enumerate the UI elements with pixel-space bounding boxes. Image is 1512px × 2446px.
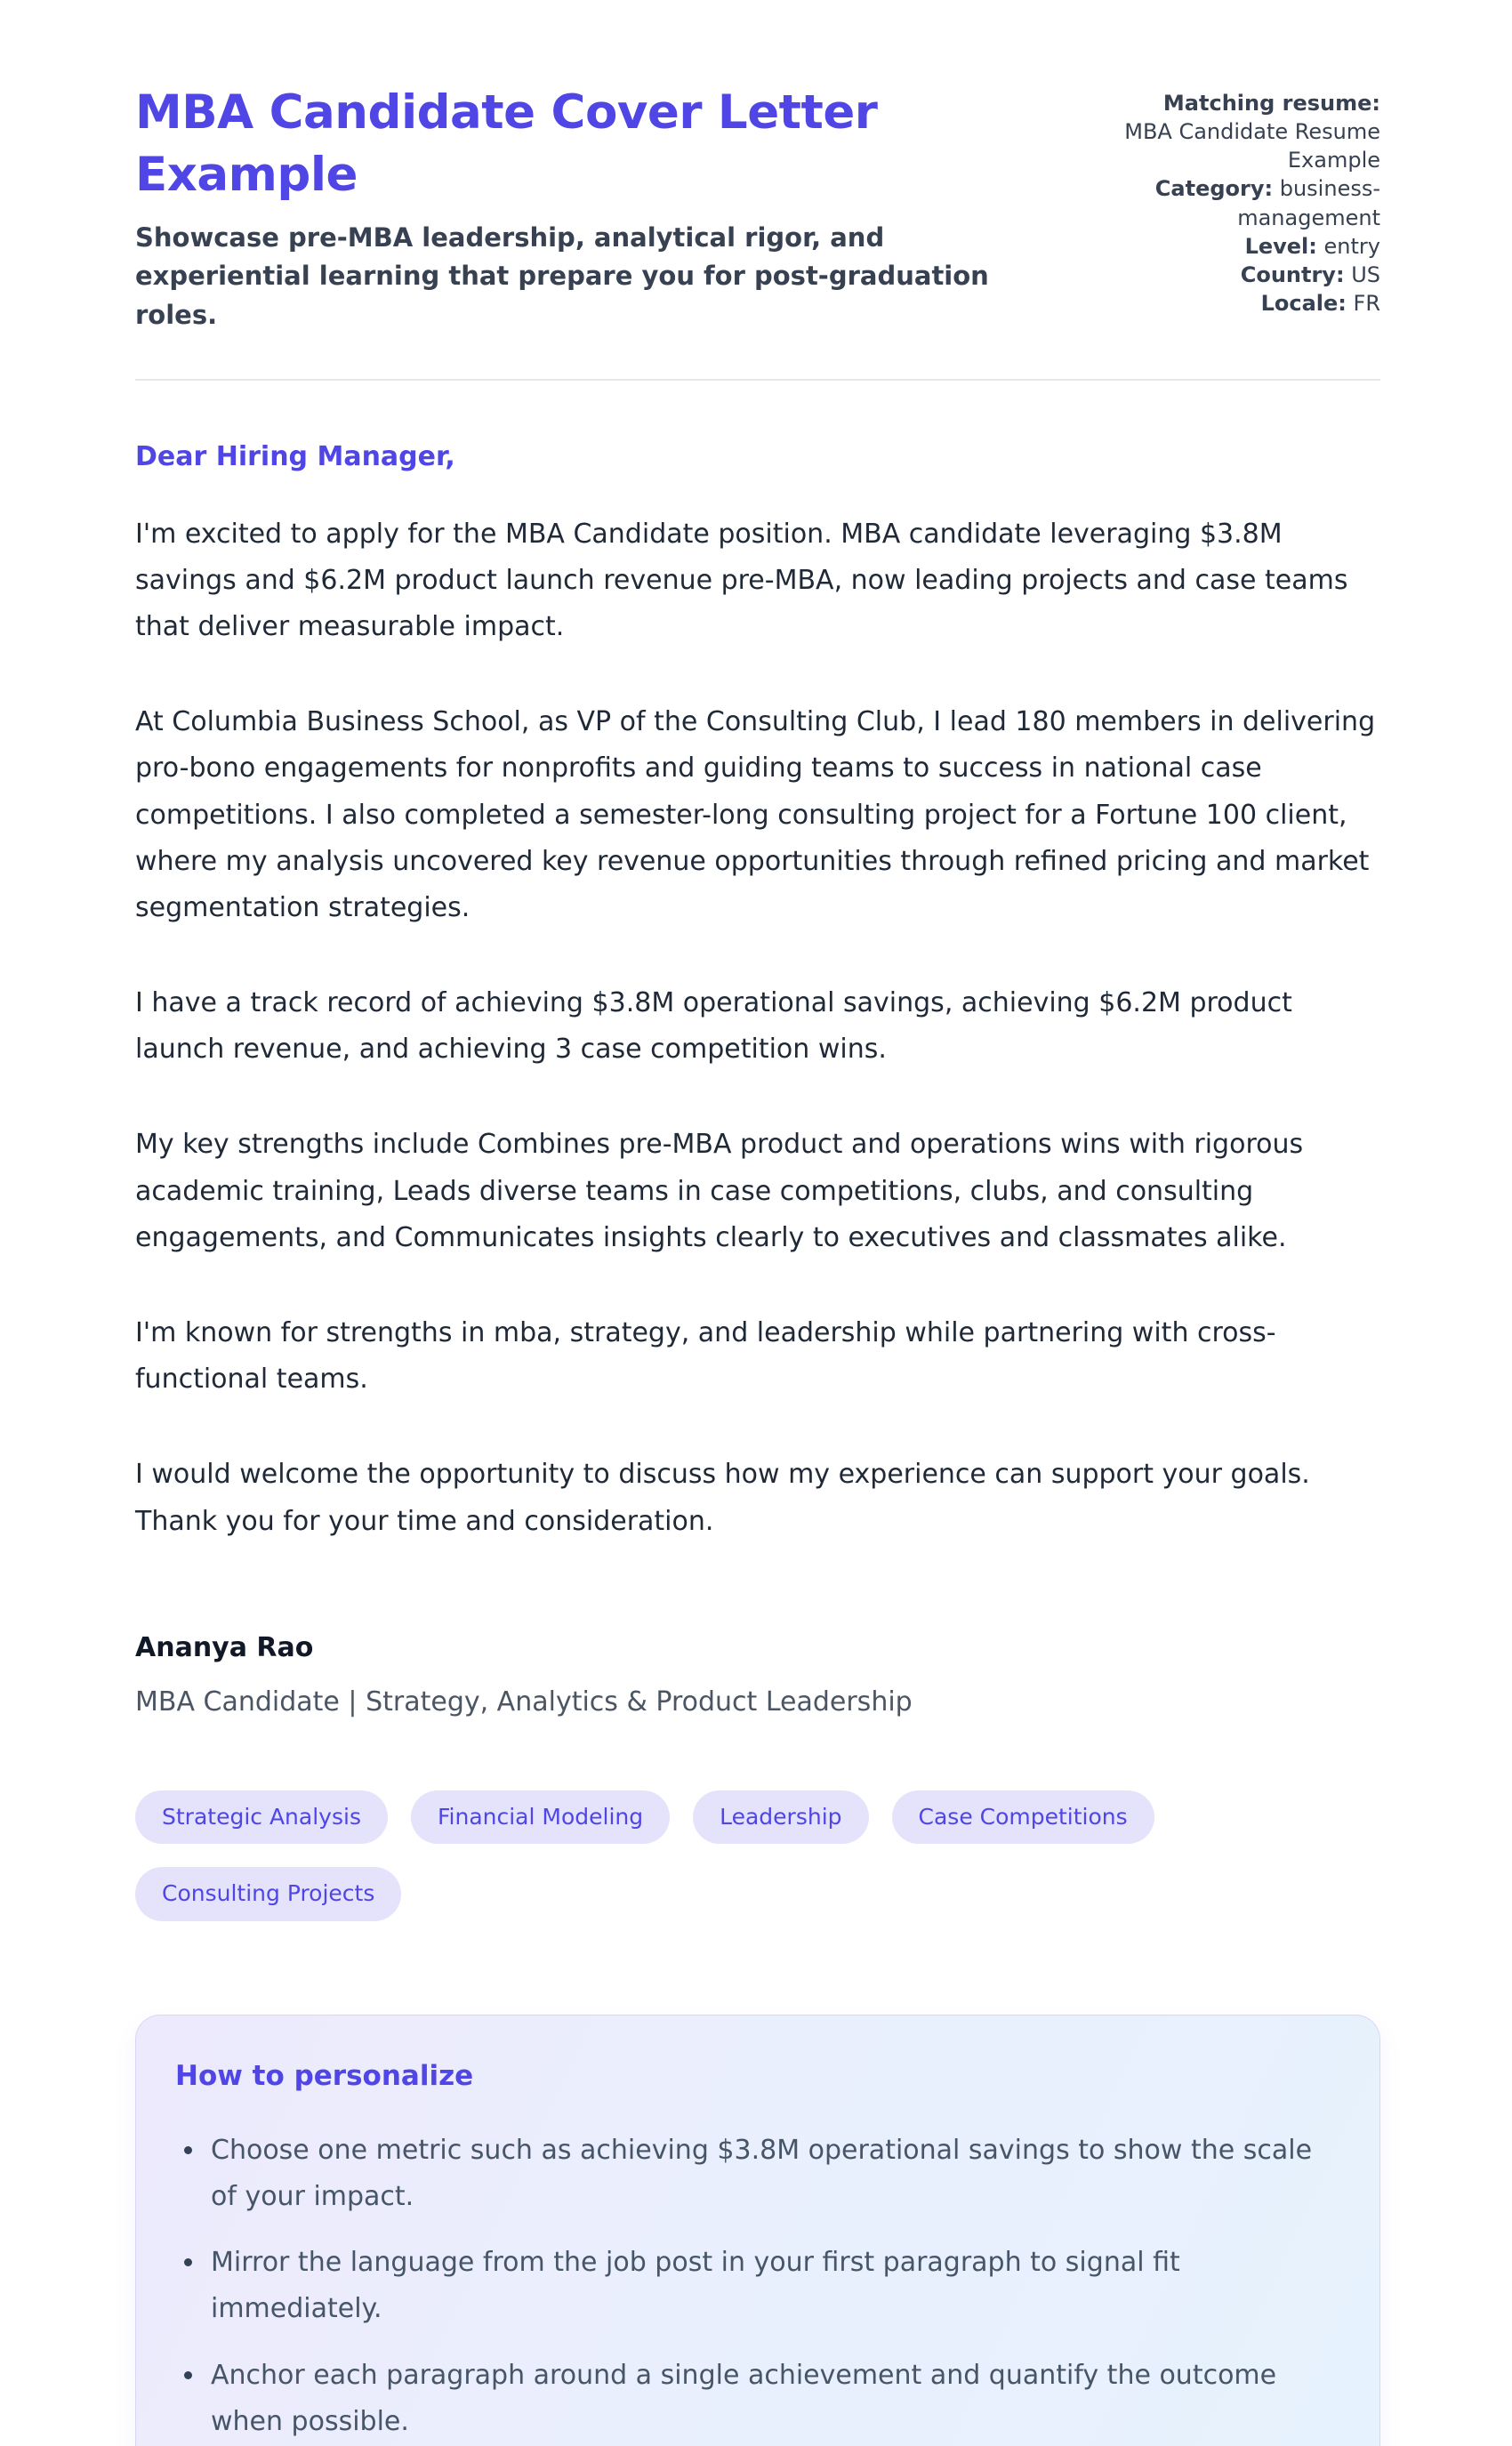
meta-category xyxy=(1069,174,1380,231)
skill-tag-leadership: Leadership xyxy=(693,1790,868,1845)
skill-tags xyxy=(135,1790,1380,1921)
signature-block xyxy=(135,1625,1380,1721)
meta-country xyxy=(1069,261,1380,289)
skill-tag-financial-modeling: Financial Modeling xyxy=(411,1790,670,1845)
meta-level-value: entry xyxy=(1323,233,1380,259)
meta-level-label: Level: xyxy=(1244,233,1317,259)
meta-matching-resume-label: Matching resume: xyxy=(1162,91,1380,116)
meta-locale xyxy=(1069,289,1380,318)
skill-tag-consulting-projects: Consulting Projects xyxy=(135,1867,401,1921)
cover-letter-body xyxy=(135,434,1380,2446)
meta-locale-value: FR xyxy=(1353,291,1380,317)
resume-meta-panel xyxy=(1069,62,1380,318)
paragraph-closing: I would welcome the opportunity to discuss how my experience can support your goals. Thank you for your time and consideration. xyxy=(135,1459,1310,1537)
meta-locale-label: Locale: xyxy=(1260,291,1347,317)
callout-bullet-metric: Choose one metric such as achieving $3.8M operational savings to show the scale of your impact. xyxy=(175,2128,1339,2220)
signature-role: MBA Candidate | Strategy, Analytics & Product Leadership xyxy=(135,1686,913,1718)
paragraph-experience: At Columbia Business School, as VP of the Consulting Club, I lead 180 members in delivering pro-bono engagements for nonprofits and guiding teams to success in national case competitions. I also completed a semester-long consulting project for a Fortune 100 client, where my analysis uncovered key revenue opportunities through refined pricing and market segmentation strategies. xyxy=(135,706,1376,923)
paragraph-intro: I'm excited to apply for the MBA Candidate position. MBA candidate leveraging $3.8M savings and $6.2M product launch revenue pre-MBA, now leading projects and case teams that deliver measurable impact. xyxy=(135,518,1348,642)
how-to-personalize-callout xyxy=(135,2015,1380,2446)
meta-category-value: business-management xyxy=(1237,176,1380,230)
skill-tag-case-competitions: Case Competitions xyxy=(892,1790,1154,1845)
callout-bullet-list xyxy=(175,2128,1339,2445)
meta-country-label: Country: xyxy=(1240,261,1345,287)
paragraph-track-record: I have a track record of achieving $3.8M operational savings, achieving $6.2M product launch revenue, and achieving 3 case competition wins. xyxy=(135,987,1292,1066)
meta-level xyxy=(1069,232,1380,261)
meta-country-value: US xyxy=(1351,261,1380,287)
paragraph-strengths: My key strengths include Combines pre-MBA product and operations wins with rigorous academic training, Leads diverse teams in case competitions, clubs, and consulting engagements, and Communicates insights clearly to executives and classmates alike. xyxy=(135,1129,1304,1253)
meta-category-label: Category: xyxy=(1154,176,1274,202)
callout-bullet-mirror-language: Mirror the language from the job post in your first paragraph to signal fit immediately. xyxy=(175,2240,1339,2332)
meta-matching-resume xyxy=(1069,89,1380,174)
signature-name: Ananya Rao xyxy=(135,1631,314,1663)
greeting: Dear Hiring Manager, xyxy=(135,441,455,473)
callout-bullet-anchor-achievement: Anchor each paragraph around a single achievement and quantify the outcome when possible. xyxy=(175,2353,1339,2445)
document-header xyxy=(135,62,1380,334)
page-title: MBA Candidate Cover Letter Example xyxy=(135,85,878,202)
skill-tag-strategic-analysis: Strategic Analysis xyxy=(135,1790,388,1845)
header-title-block xyxy=(135,62,1033,334)
header-divider xyxy=(135,379,1380,381)
page-subtitle: Showcase pre-MBA leadership, analytical rigor, and experiential learning that prepare you for post-graduation roles. xyxy=(135,221,989,330)
paragraph-known-for: I'm known for strengths in mba, strategy, and leadership while partnering with cross-functional teams. xyxy=(135,1317,1276,1396)
callout-title: How to personalize xyxy=(175,2059,474,2092)
meta-matching-resume-value: MBA Candidate Resume Example xyxy=(1124,119,1380,173)
